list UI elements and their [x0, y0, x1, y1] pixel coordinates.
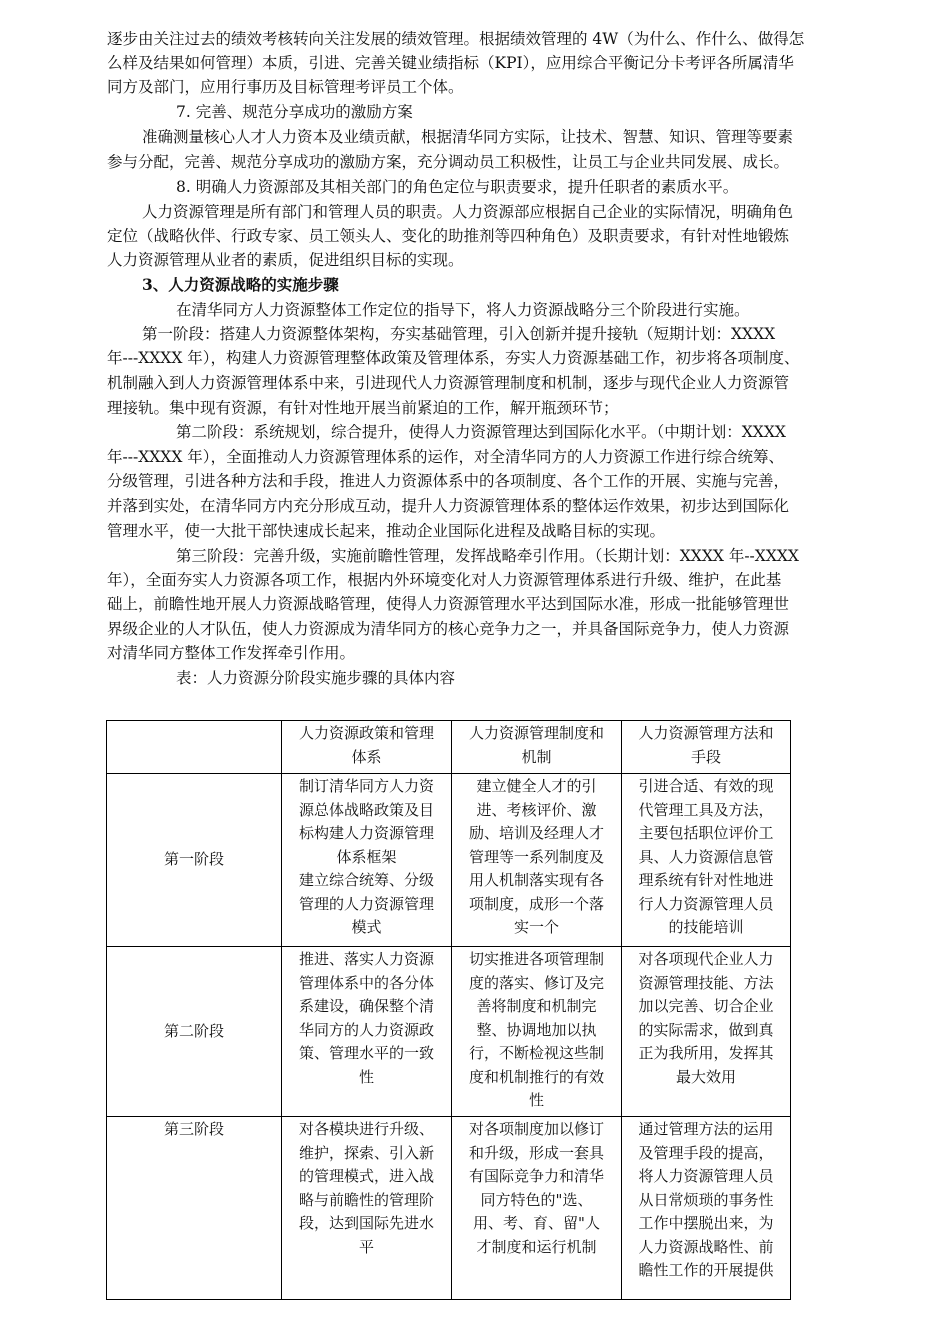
table-header-cell-system [452, 721, 622, 774]
paragraph-line: 年），全面夯实人力资源各项工作，根据内外环境变化对人力资源管理体系进行升级、维护，在此基 [107, 571, 782, 589]
paragraph-line: 分级管理，引进各种方法和手段，推进人力资源体系中的各项制度、各个工作的开展、实施与完善， [107, 472, 790, 490]
cell-text: 工作中摆脱出来，为 [638, 1214, 774, 1232]
cell-text: 制订清华同方人力资 [298, 777, 434, 795]
cell-text: 第一阶段 [163, 850, 224, 869]
table-header-row [107, 721, 791, 774]
cell-text: 第二阶段 [163, 1021, 224, 1040]
cell-text: 从日常烦琐的事务性 [638, 1190, 774, 1209]
table-row [107, 947, 791, 1117]
cell-text: 用、考、育、留"人 [473, 1214, 600, 1232]
cell-text: 人力资源管理方法和 [638, 724, 774, 742]
system-cell [452, 947, 622, 1117]
cell-text: 加以完善、切合企业 [638, 997, 774, 1015]
paragraph-line: 人力资源管理从业者的素质，促进组织目标的实现。 [107, 251, 464, 269]
cell-text: 行，不断检视这些制 [468, 1044, 604, 1062]
cell-text: 源总体战略政策及目 [298, 800, 434, 819]
cell-text: 的管理模式，进入战 [298, 1167, 434, 1185]
table-header-cell-method [622, 721, 791, 774]
cell-text: 切实推进各项管理制 [468, 950, 604, 968]
system-cell [452, 1117, 622, 1300]
cell-text: 用人机制落实现有各 [468, 871, 604, 889]
cell-text: 及管理手段的提高， [638, 1143, 774, 1162]
cell-text: 励、培训及经理人才 [468, 824, 604, 842]
paragraph-line: 同方及部门，应用行事历及目标管理考评员工个体。 [107, 78, 464, 96]
cell-text: 段，达到国际先进水 [298, 1214, 434, 1232]
paragraph-line: 并落到实处，在清华同方内充分形成互动，提升人力资源管理体系的整体运作效果，初步达到国际化 [107, 497, 790, 515]
method-cell [622, 774, 791, 947]
paragraph-line: 第三阶段：完善升级，实施前瞻性管理，发挥战略牵引作用。（长期计划：XXXX 年--XXXX [176, 547, 799, 565]
cell-text: 的技能培训 [668, 918, 744, 936]
cell-text: 建立健全人才的引 [476, 777, 597, 795]
cell-text: 行人力资源管理人员 [638, 894, 774, 913]
section-heading: 3、人力资源战略的实施步骤 [142, 275, 339, 294]
table-row [107, 774, 791, 947]
cell-text: 项制度，成形一个落 [468, 894, 604, 913]
cell-text: 人力资源政策和管理 [298, 724, 434, 742]
cell-text: 对各项制度加以修订 [468, 1120, 604, 1138]
cell-text: 整、协调地加以执 [476, 1020, 597, 1039]
cell-text: 管理等一系列制度及 [468, 847, 604, 866]
policy-cell [282, 774, 452, 947]
cell-text: 系建设，确保整个清 [298, 997, 434, 1015]
cell-text: 维护，探索、引入新 [298, 1143, 434, 1162]
section-item-8: 8. 明确人力资源部及其相关部门的角色定位与职责要求，提升任职者的素质水平。 [176, 178, 739, 196]
cell-text: 正为我所用，发挥其 [638, 1044, 774, 1062]
cell-text: 管理的人力资源管理 [298, 894, 434, 913]
cell-text: 建立综合统筹、分级 [298, 871, 434, 889]
cell-text: 标构建人力资源管理 [298, 824, 434, 842]
stage-label-cell [107, 947, 282, 1117]
cell-text: 性 [358, 1067, 374, 1086]
system-cell [452, 774, 622, 947]
table-header-cell-empty [107, 721, 282, 774]
cell-text: 华同方的人力资源政 [298, 1020, 434, 1039]
cell-text: 资源管理技能、方法 [638, 973, 774, 992]
paragraph-line: 年---XXXX 年），全面推动人力资源管理体系的运作，对全清华同方的人力资源工作进行综合统筹、 [107, 448, 785, 466]
cell-text: 善将制度和机制完 [476, 997, 597, 1015]
policy-cell [282, 947, 452, 1117]
cell-text: 理系统有针对性地进 [638, 871, 774, 889]
cell-text: 有国际竞争力和清华 [468, 1167, 604, 1185]
table-header-cell-policy [282, 721, 452, 774]
cell-text: 平 [358, 1237, 374, 1256]
section-item-7: 7. 完善、规范分享成功的激励方案 [176, 103, 413, 121]
paragraph-line: 参与分配，完善、规范分享成功的激励方案，充分调动员工积极性，让员工与企业共同发展、成长。 [107, 153, 790, 171]
cell-text: 机制 [521, 747, 552, 766]
cell-text: 通过管理方法的运用 [638, 1120, 774, 1138]
cell-text: 性 [528, 1091, 544, 1109]
cell-text: 人力资源战略性、前 [638, 1237, 774, 1256]
cell-text: 对各项现代企业人力 [638, 950, 774, 968]
cell-text: 同方特色的"选、 [480, 1190, 593, 1209]
implementation-steps-table [106, 720, 791, 1300]
paragraph-line: 逐步由关注过去的绩效考核转向关注发展的绩效管理。根据绩效管理的 4W（为什么、作什么、做得怎 [107, 30, 805, 48]
method-cell [622, 947, 791, 1117]
cell-text: 体系 [351, 747, 382, 766]
paragraph-line: 准确测量核心人才人力资本及业绩贡献，根据清华同方实际，让技术、智慧、知识、管理等要素 [142, 128, 794, 146]
cell-text: 瞻性工作的开展提供 [638, 1261, 774, 1279]
paragraph-line: 在清华同方人力资源整体工作定位的指导下，将人力资源战略分三个阶段进行实施。 [176, 301, 750, 319]
cell-text: 和升级，形成一套具 [468, 1143, 604, 1162]
paragraph-line: 础上，前瞻性地开展人力资源战略管理，使得人力资源管理水平达到国际水准，形成一批能够管理世 [107, 595, 790, 613]
cell-text: 将人力资源管理人员 [638, 1167, 774, 1185]
cell-text: 手段 [690, 747, 721, 766]
paragraph-line: 第一阶段：搭建人力资源整体架构，夯实基础管理，引入创新并提升接轨（短期计划：XXXX [142, 325, 776, 343]
policy-cell [282, 1117, 452, 1300]
cell-text: 策、管理水平的一致 [298, 1044, 434, 1062]
method-cell [622, 1117, 791, 1300]
cell-text: 的实际需求，做到真 [638, 1020, 774, 1039]
cell-text: 才制度和运行机制 [476, 1237, 597, 1256]
paragraph-line: 么样及结果如何管理）本质，引进、完善关键业绩指标（KPI），应用综合平衡记分卡考评各所属清华 [107, 54, 794, 72]
paragraph-line: 对清华同方整体工作发挥牵引作用。 [107, 644, 356, 662]
cell-text: 代管理工具及方法， [638, 800, 774, 819]
cell-text: 进、考核评价、激 [476, 800, 597, 819]
paragraph-line: 定位（战略伙伴、行政专家、员工领头人、变化的助推剂等四种角色）及职责要求，有针对性地锻炼 [107, 227, 790, 245]
paragraph-line: 机制融入到人力资源管理体系中来，引进现代人力资源管理制度和机制，逐步与现代企业人力资源管 [107, 374, 790, 392]
table-caption: 表：人力资源分阶段实施步骤的具体内容 [176, 669, 456, 687]
cell-text: 主要包括职位评价工 [638, 824, 774, 842]
stage-label-cell [107, 1117, 282, 1300]
cell-text: 人力资源管理制度和 [468, 724, 604, 742]
table-row [107, 1117, 791, 1300]
cell-text: 度的落实、修订及完 [468, 973, 604, 992]
cell-text: 引进合适、有效的现 [638, 777, 774, 795]
stage-label-cell [107, 774, 282, 947]
paragraph-line: 管理水平，使一大批干部快速成长起来，推动企业国际化进程及战略目标的实现。 [107, 522, 666, 540]
cell-text: 最大效用 [675, 1067, 736, 1086]
cell-text: 推进、落实人力资源 [298, 950, 434, 968]
cell-text: 管理体系中的各分体 [298, 973, 434, 992]
cell-text: 体系框架 [336, 847, 397, 866]
paragraph-line: 年---XXXX 年），构建人力资源管理整体政策及管理体系，夯实人力资源基础工作，初步将各项制度、 [107, 349, 800, 367]
cell-text: 略与前瞻性的管理阶 [298, 1190, 434, 1209]
paragraph-line: 第二阶段：系统规划，综合提升，使得人力资源管理达到国际化水平。（中期计划：XXXX [176, 423, 786, 441]
cell-text: 度和机制推行的有效 [468, 1067, 604, 1086]
cell-text: 模式 [351, 918, 382, 936]
cell-text: 第三阶段 [163, 1120, 224, 1138]
paragraph-line: 理接轨。集中现有资源，有针对性地开展当前紧迫的工作，解开瓶颈环节； [107, 399, 619, 417]
paragraph-line: 人力资源管理是所有部门和管理人员的职责。人力资源部应根据自己企业的实际情况，明确角色 [142, 203, 794, 221]
paragraph-line: 界级企业的人才队伍，使人力资源成为清华同方的核心竞争力之一，并具备国际竞争力，使人力资源 [107, 620, 790, 638]
cell-text: 实一个 [513, 918, 559, 936]
cell-text: 对各模块进行升级、 [298, 1120, 434, 1138]
cell-text: 具、人力资源信息管 [638, 847, 774, 866]
